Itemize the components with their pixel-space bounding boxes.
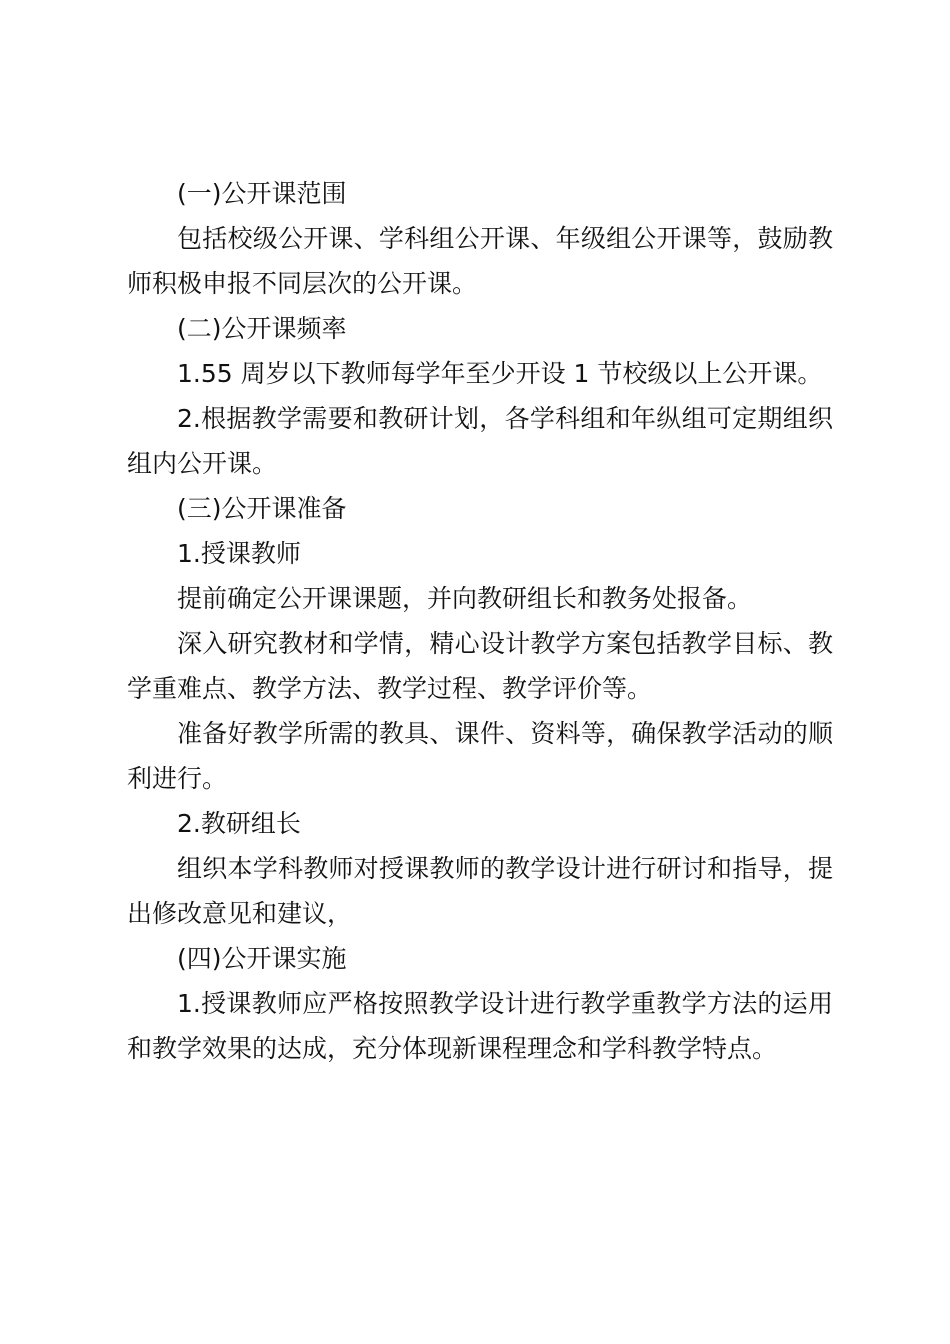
paragraph-group-leader: 组织本学科教师对授课教师的教学设计进行研讨和指导，提出修改意见和建议， <box>127 854 833 928</box>
paragraph-teacher-design: 深入研究教材和学情，精心设计教学方案包括教学目标、教学重难点、教学方法、教学过程、教学评价等。 <box>127 629 833 703</box>
section-heading-frequency: (二)公开课频率 <box>177 314 347 343</box>
paragraph-frequency-item-2: 2.根据教学需要和教研计划，各学科组和年纵组可定期组织组内公开课。 <box>127 404 833 478</box>
paragraph-implementation-item-1: 1.授课教师应严格按照教学设计进行教学重教学方法的运用和教学效果的达成，充分体现新课程理念和学科教学特点。 <box>127 989 833 1063</box>
paragraph-teacher-topic: 提前确定公开课课题，并向教研组长和教务处报备。 <box>177 584 753 613</box>
section-heading-scope: (一)公开课范围 <box>177 179 347 208</box>
subheading-group-leader: 2.教研组长 <box>177 809 301 838</box>
paragraph-scope-text: 包括校级公开课、学科组公开课、年级组公开课等，鼓励教师积极申报不同层次的公开课。 <box>127 224 833 298</box>
paragraph-frequency-item-1: 1.55 周岁以下教师每学年至少开设 1 节校级以上公开课。 <box>177 359 823 388</box>
paragraph-teacher-materials: 准备好教学所需的教具、课件、资料等，确保教学活动的顺利进行。 <box>127 719 833 793</box>
section-heading-implementation: (四)公开课实施 <box>177 944 347 973</box>
section-heading-preparation: (三)公开课准备 <box>177 494 347 523</box>
subheading-teacher: 1.授课教师 <box>177 539 301 568</box>
document-body <box>127 171 833 1071</box>
